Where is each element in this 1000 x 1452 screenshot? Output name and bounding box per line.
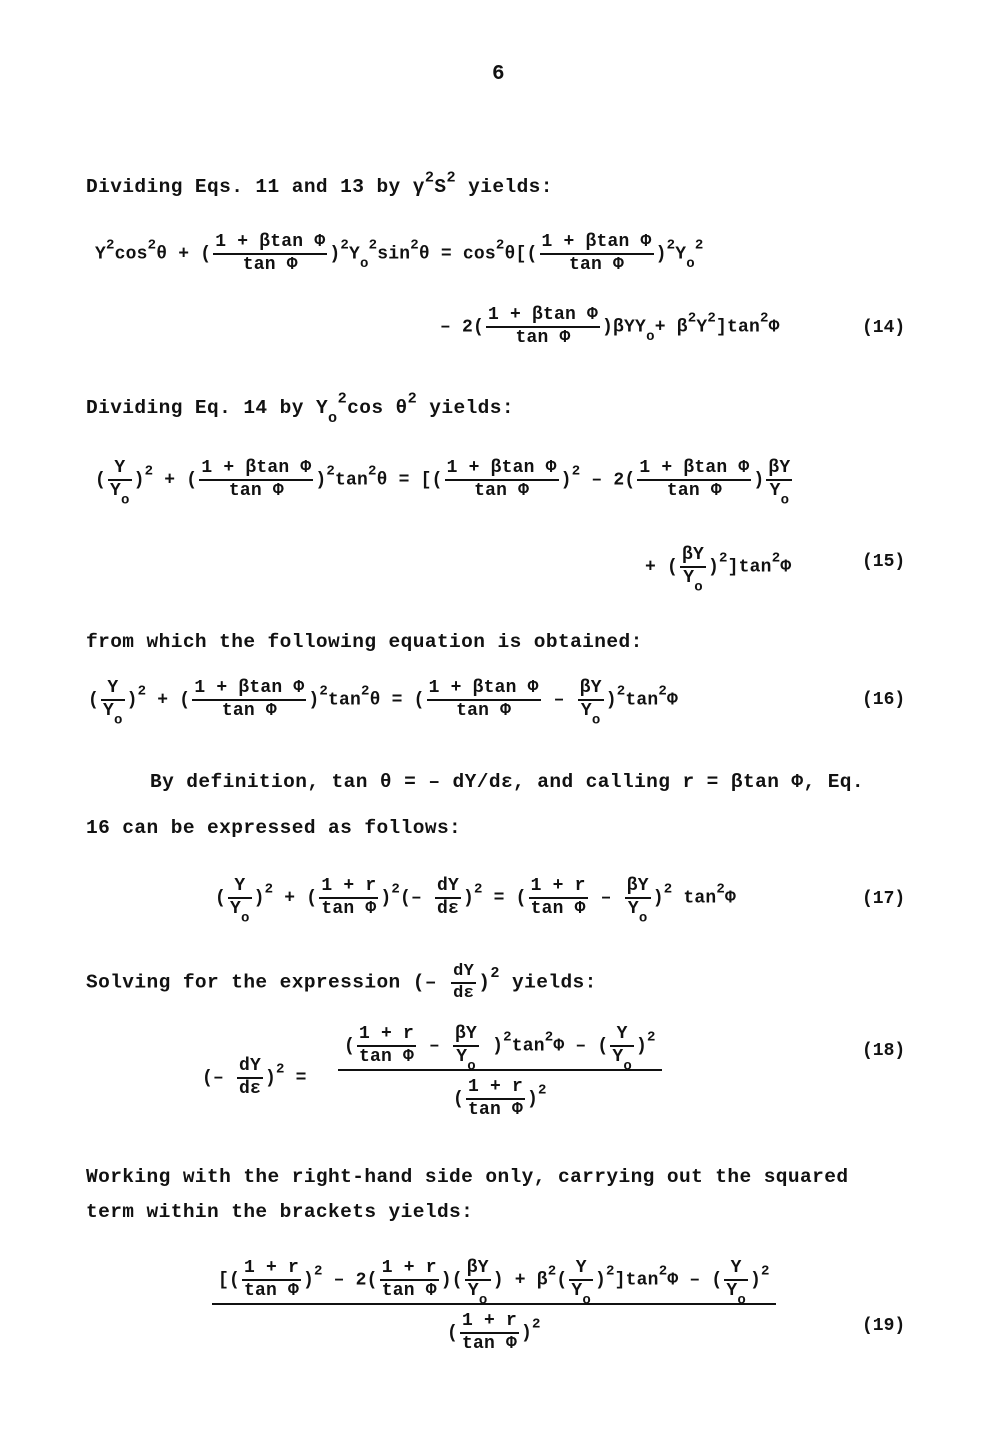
equation-number-15: (15) — [862, 552, 906, 572]
fraction: $\frac{dY}{d\varepsilon}$ — [239, 1056, 262, 1099]
math-yo-cos: $Y_o^2\cos$ $\theta^2$ — [315, 389, 418, 428]
fraction: $\frac{1 + r}{\text{tan Φ}}$ — [468, 1077, 524, 1121]
fraction: $\frac{\text{1 + βtan Φ}}{\text{tan Φ}}$ — [639, 458, 750, 501]
fraction: $\frac{Y}{Y_o}$ — [612, 1024, 632, 1075]
fraction: $\frac{\text{1 + βtan Φ}}{\text{tan Φ}}$ — [215, 232, 326, 275]
fraction: $\frac{1 + r}{\text{tan Φ}}$ — [321, 876, 377, 919]
equation-14-line-1: $Y^2\cos^2\theta$ + ( $\frac{\text{1 + βtan Φ}}{\text{tan Φ}}$ )$^2Y_o^2\sin^2\theta = \cos^2\theta$[( $\frac{\text{1 + βtan Φ}}{\text{tan Φ}}$ )$^2Y_o^2$ — [95, 232, 704, 275]
paragraph-3: from which the following equation is obtained: — [86, 631, 643, 653]
equation-14-line-2: – 2( $\frac{\text{1 + βtan Φ}}{\text{tan Φ}}$ )$\beta YY_o+ \beta^2Y^2]\tan^2\Phi$ — [440, 305, 780, 348]
fraction: $\frac{1 + r}{\text{tan Φ}}$ — [530, 876, 586, 919]
fraction: $\frac{\text{1 + βtan Φ}}{\text{tan Φ}}$ — [488, 305, 599, 348]
equation-number-14: (14) — [862, 318, 906, 338]
fraction: $\frac{1 + r}{\text{tan Φ}}$ — [461, 1311, 517, 1355]
page-number: 6 — [492, 63, 505, 86]
equation-18-lhs: (– $\frac{dY}{d\varepsilon}$ )$^2$ = — [202, 1056, 307, 1099]
paragraph-6-line-1: Working with the right-hand side only, carrying out the squared — [86, 1166, 849, 1188]
paragraph-6-line-2: term within the brackets yields: — [86, 1201, 474, 1223]
fraction: $\frac{dY}{d\varepsilon}$ — [453, 962, 475, 1003]
equation-15-line-2: + ( $\frac{\beta Y}{Y_o}$ )$^2]\tan^2\Phi$ — [645, 545, 792, 596]
fraction: $\frac{\beta Y}{Y_o}$ — [455, 1024, 478, 1075]
paragraph-1: Dividing Eqs. 11 and 13 by $\gamma^2S^2$ yields: — [86, 168, 553, 198]
equation-15-line-1: ( $\frac{Y}{Y_o}$ )$^2$ + ( $\frac{\text{1 + βtan Φ}}{\text{tan Φ}}$ )$^2\tan^2\theta$ = [( $\frac{\text{1 + βtan Φ}}{\text{tan Φ}}$ )$^2$ – 2( $\frac{\text{1 + βtan Φ}}{\text{tan Φ}}$ ) $\frac{\beta Y}{Y_o}$ — [95, 458, 791, 509]
paragraph-5: Solving for the expression (– $\frac{dY}{d\varepsilon}$ )$^2$ yields: — [86, 962, 597, 1003]
math-gamma-s: $\gamma^2S^2$ — [412, 168, 457, 198]
fraction: $\frac{\text{1 + βtan Φ}}{\text{tan Φ}}$ — [541, 232, 652, 275]
fraction: $\frac{\text{1 + βtan Φ}}{\text{tan Φ}}$ — [446, 458, 557, 501]
paragraph-4-line-2: 16 can be expressed as follows: — [86, 817, 462, 839]
fraction: $\frac{\beta Y}{Y_o}$ — [768, 458, 791, 509]
equation-number-16: (16) — [862, 690, 906, 710]
fraction: $\frac{\text{1 + βtan Φ}}{\text{tan Φ}}$ — [201, 458, 312, 501]
fraction: $\frac{\text{1 + βtan Φ}}{\text{tan Φ}}$ — [428, 678, 539, 721]
equation-number-17: (17) — [862, 889, 906, 909]
fraction: $\frac{Y}{Y_o}$ — [110, 458, 130, 509]
equation-number-19: (19) — [862, 1316, 906, 1336]
fraction: $\frac{1 + r}{\text{tan Φ}}$ — [244, 1258, 300, 1301]
paragraph-4-line-1: By definition, tan θ = – dY/dε, and calling r = βtan Φ, Eq. — [150, 771, 865, 793]
equation-16: ( $\frac{Y}{Y_o}$ )$^2$ + ( $\frac{\text{1 + βtan Φ}}{\text{tan Φ}}$ )$^2\tan^2\theta$ = ( $\frac{\text{1 + βtan Φ}}{\text{tan Φ}}$ – $\frac{\beta Y}{Y_o}$ )$^2\tan^2\Phi$ — [88, 678, 678, 729]
fraction: $\frac{Y}{Y_o}$ — [103, 678, 123, 729]
fraction: $\frac{\beta Y}{Y_o}$ — [626, 876, 649, 927]
fraction: $\frac{dY}{d\varepsilon}$ — [436, 876, 459, 919]
fraction: $\frac{1 + r}{\text{tan Φ}}$ — [381, 1258, 437, 1301]
paragraph-2: Dividing Eq. 14 by $Y_o^2\cos$ $\theta^2$ yields: — [86, 389, 514, 428]
fraction: $\frac{\beta Y}{Y_o}$ — [466, 1258, 489, 1309]
fraction: $\frac{\text{1 + βtan Φ}}{\text{tan Φ}}$ — [194, 678, 305, 721]
fraction: $\frac{Y}{Y_o}$ — [726, 1258, 746, 1309]
equation-18-rhs: ( $\frac{1 + r}{\text{tan Φ}}$ – $\frac{\beta Y}{Y_o}$ )$^2\tan^2\Phi$ – ( $\frac{Y}{Y_o}$ )$^2$ ( $\frac{1 + r}{\text{tan Φ}}$ )$^2$ — [338, 1024, 662, 1121]
fraction: $\frac{1 + r}{\text{tan Φ}}$ — [359, 1024, 415, 1067]
equation-17: ( $\frac{Y}{Y_o}$ )$^2$ + ( $\frac{1 + r}{\text{tan Φ}}$ )$^2$(– $\frac{dY}{d\varepsilon}$ )$^2$ = ( $\frac{1 + r}{\text{tan Φ}}$ – $\frac{\beta Y}{Y_o}$ )$^2$ $\tan^2\Phi$ — [215, 876, 736, 927]
equation-number-18: (18) — [862, 1041, 906, 1061]
fraction: $\frac{Y}{Y_o}$ — [230, 876, 250, 927]
fraction: $\frac{\beta Y}{Y_o}$ — [682, 545, 705, 596]
equation-19: [( $\frac{1 + r}{\text{tan Φ}}$ )$^2$ – 2( $\frac{1 + r}{\text{tan Φ}}$ )( $\frac{\beta Y}{Y_o}$ ) + $\beta^2$( $\frac{Y}{Y_o}$ )$^2]\tan^2\Phi$ – ( $\frac{Y}{Y_o}$ )$^2$ ( $\frac{1 + r}{\text{tan Φ}}$ )$^2$ — [212, 1258, 776, 1355]
fraction: $\frac{\beta Y}{Y_o}$ — [579, 678, 602, 729]
fraction: $\frac{Y}{Y_o}$ — [571, 1258, 592, 1309]
